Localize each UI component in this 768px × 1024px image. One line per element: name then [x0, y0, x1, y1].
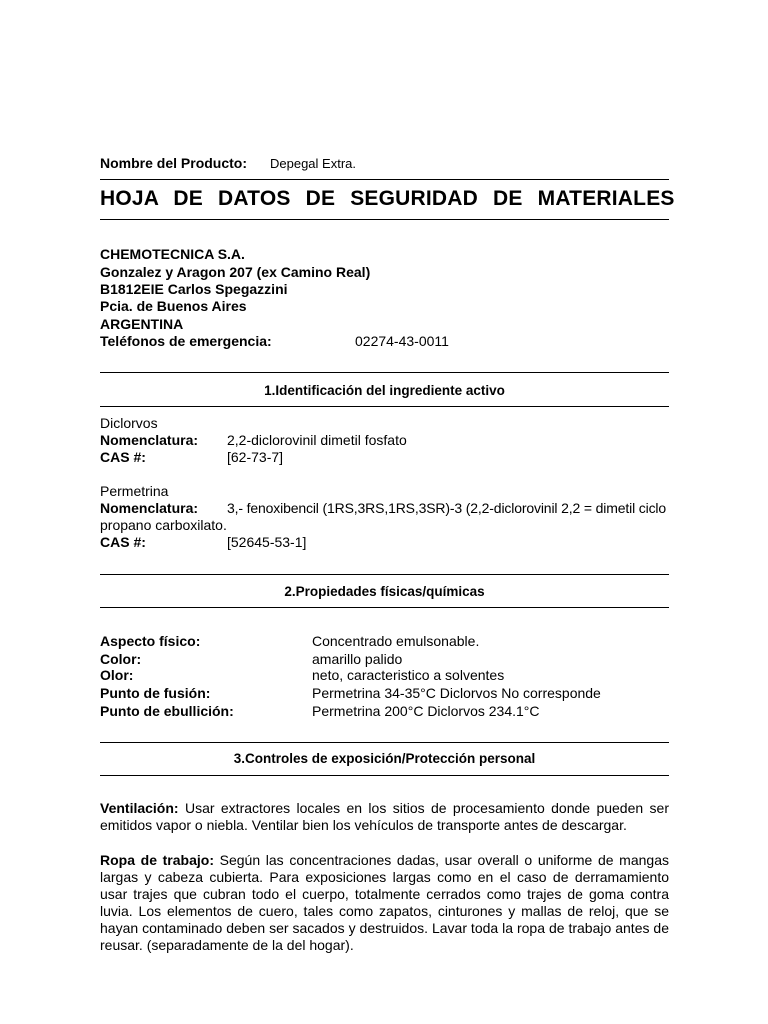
nomenclature-value: 2,2-diclorovinil dimetil fosfato: [227, 432, 407, 448]
divider: [100, 179, 669, 180]
cas-label: CAS #:: [100, 449, 146, 465]
property-label: Punto de fusión:: [100, 685, 211, 701]
company-postal-city: B1812EIE Carlos Spegazzini: [100, 281, 288, 297]
nomenclature-value: 3,- fenoxibencil (1RS,3RS,1RS,3SR)-3 (2,2-diclorovinil 2,2 = dimetil ciclo: [227, 500, 667, 516]
company-province: Pcia. de Buenos Aires: [100, 298, 247, 314]
property-label: Color:: [100, 651, 142, 667]
property-value: Concentrado emulsonable.: [312, 633, 480, 649]
company-country: ARGENTINA: [100, 316, 184, 332]
divider: [100, 742, 669, 743]
divider: [100, 574, 669, 575]
emergency-phone-label: Teléfonos de emergencia:: [100, 333, 272, 349]
clothing-paragraph: [100, 852, 669, 954]
section-3-title: 3.Controles de exposición/Protección personal: [233, 751, 536, 766]
document-title: HOJA DE DATOS DE SEGURIDAD DE MATERIALES: [100, 187, 675, 210]
property-label: Olor:: [100, 667, 134, 683]
clothing-text: Según las concentraciones dadas, usar overall o uniforme de mangas largas y cabeza cubierta. Para exposiciones largas como en el caso de derramamiento usar trajes que cubran todo el cuerpo, totalmente cerrados como trajes de goma contra luvia. Los elementos de cuero, tales como zapatos, cinturones y mallas de reloj, que se hayan contaminado deben ser sacados y destruidos. Lavar toda la ropa de trabajo antes de reusar. (separadamente de la del hogar).: [100, 852, 669, 953]
divider: [100, 406, 669, 407]
company-address: Gonzalez y Aragon 207 (ex Camino Real): [100, 264, 371, 280]
section-1-title: 1.Identificación del ingrediente activo: [264, 383, 505, 398]
ventilation-label: Ventilación:: [100, 800, 179, 816]
property-value: Permetrina 200°C Diclorvos 234.1°C: [312, 703, 540, 719]
property-value: amarillo palido: [312, 651, 403, 667]
divider: [100, 219, 669, 220]
ventilation-text: Usar extractores locales en los sitios de procesamiento donde pueden ser emitidos vapor o niebla. Ventilar bien los vehículos de transporte antes de descargar.: [100, 800, 669, 833]
nomenclature-value-continued: propano carboxilato.: [100, 517, 227, 533]
nomenclature-label: Nomenclatura:: [100, 432, 199, 448]
section-2-title: 2.Propiedades físicas/químicas: [284, 584, 485, 599]
clothing-label: Ropa de trabajo:: [100, 852, 214, 868]
property-label: Aspecto físico:: [100, 633, 201, 649]
property-value: Permetrina 34-35°C Diclorvos No corresponde: [312, 685, 601, 701]
product-value: Depegal Extra.: [270, 156, 356, 171]
divider: [100, 607, 669, 608]
ingredient-name: Permetrina: [100, 483, 169, 499]
company-name: CHEMOTECNICA S.A.: [100, 246, 245, 262]
cas-value: [52645-53-1]: [227, 534, 307, 550]
ingredient-name: Diclorvos: [100, 415, 158, 431]
property-label: Punto de ebullición:: [100, 703, 234, 719]
ventilation-paragraph: [100, 800, 669, 834]
cas-label: CAS #:: [100, 534, 146, 550]
nomenclature-label: Nomenclatura:: [100, 500, 199, 516]
divider: [100, 775, 669, 776]
product-label: Nombre del Producto:: [100, 155, 248, 171]
property-value: neto, caracteristico a solventes: [312, 667, 505, 683]
emergency-phone-value: 02274-43-0011: [355, 333, 449, 349]
cas-value: [62-73-7]: [227, 449, 284, 465]
divider: [100, 372, 669, 373]
